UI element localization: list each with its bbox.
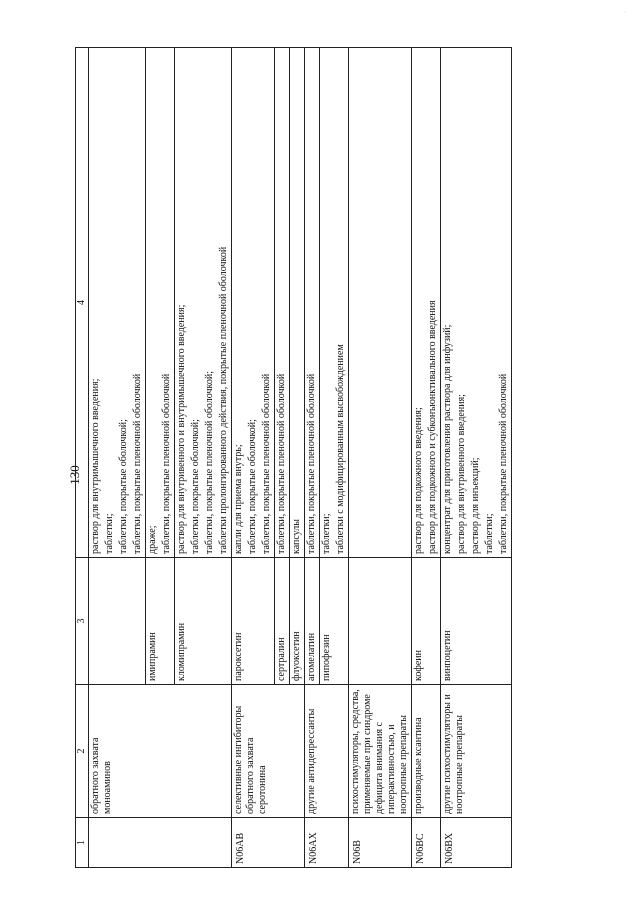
dosage-form-line: таблетки; [321, 513, 332, 554]
dosage-form-line: капли для приема внутрь; [233, 444, 244, 554]
corner-mark: · [624, 10, 626, 16]
dosage-form-line: раствор для внутримышечного введения; [90, 378, 101, 554]
dosage-form-line: таблетки, покрытые пленочной оболочкой [276, 373, 287, 554]
dosage-form-line: таблетки, покрытые оболочкой; [118, 419, 129, 554]
drug-group-cell: другие антидепрессанты [305, 685, 349, 818]
dosage-forms-cell [232, 48, 275, 558]
dosage-form-line: таблетки, покрытые оболочкой; [247, 419, 258, 554]
drug-name-cell: имипрамин [146, 558, 175, 685]
table-header-row [76, 48, 89, 868]
header-col-4: 4 [76, 48, 89, 558]
dosage-form-line: таблетки; [484, 513, 495, 554]
drug-name-cell: пароксетин [232, 558, 275, 685]
table-row [412, 48, 441, 868]
dosage-form-line: таблетки, покрытые пленочной оболочкой; [204, 370, 215, 554]
drug-group-cell: селективные ингибиторы обратного захвата серотонина [232, 685, 305, 818]
drug-name-cell: кофеин [412, 558, 441, 685]
dosage-form-line: раствор для подкожного и субконъюнктивального введения [427, 300, 438, 554]
dosage-form-line: таблетки, покрытые пленочной оболочкой [306, 373, 317, 554]
table-row [441, 48, 512, 868]
dosage-forms-cell [175, 48, 232, 558]
atc-code-cell: N06BX [441, 818, 512, 868]
drug-name-cell: флуоксетин [290, 558, 305, 685]
drug-name-cell [349, 558, 412, 685]
drug-name-cell: пипофезин [320, 558, 349, 685]
drug-group-cell: психостимуляторы, средства, применяемые при синдроме дефицита внимания с гиперактивностью, и ноотропные препараты [349, 685, 412, 818]
dosage-form-line: таблетки, покрытые пленочной оболочкой [161, 373, 172, 554]
atc-code-cell: N06AX [305, 818, 349, 868]
table-row [232, 48, 275, 868]
atc-code-cell [89, 818, 232, 868]
drug-name-cell: сертралин [275, 558, 290, 685]
dosage-forms-cell [89, 48, 146, 558]
dosage-forms-cell [305, 48, 320, 558]
dosage-form-line: таблетки; [104, 513, 115, 554]
drug-group-cell: другие психостимуляторы и ноотропные препараты [441, 685, 512, 818]
dosage-form-line: раствор для внутривенного и внутримышечного введения; [176, 304, 187, 554]
dosage-form-line: раствор для внутривенного введения; [456, 394, 467, 554]
drug-name-cell: винпоцетин [441, 558, 512, 685]
drug-group-cell: производные ксантина [412, 685, 441, 818]
dosage-form-line: раствор для инъекций; [470, 457, 481, 554]
dosage-forms-cell [290, 48, 305, 558]
drug-name-cell: агомелатин [305, 558, 320, 685]
dosage-forms-cell [320, 48, 349, 558]
dosage-forms-cell [441, 48, 512, 558]
dosage-forms-cell [275, 48, 290, 558]
atc-code-cell: N06B [349, 818, 412, 868]
dosage-forms-cell [146, 48, 175, 558]
drug-table-rotated [75, 48, 612, 868]
dosage-forms-cell [412, 48, 441, 558]
dosage-forms-cell [349, 48, 412, 558]
table-body [89, 48, 512, 868]
header-col-3: 3 [76, 558, 89, 685]
drug-group-cell: обратного захвата моноаминов [89, 685, 232, 818]
dosage-form-line: таблетки, покрытые пленочной оболочкой [261, 373, 272, 554]
page-number: 130 [67, 465, 82, 485]
drug-name-cell: кломипрамин [175, 558, 232, 685]
drug-name-cell [89, 558, 146, 685]
table-row [349, 48, 412, 868]
dosage-form-line: драже; [147, 525, 158, 554]
dosage-form-line: капсулы [291, 519, 302, 554]
header-col-2: 2 [76, 685, 89, 818]
table-row [305, 48, 320, 868]
dosage-form-line: концентрат для приготовления раствора для инфузий; [442, 324, 453, 554]
dosage-form-line: таблетки, покрытые оболочкой; [190, 419, 201, 554]
drug-table [75, 47, 512, 868]
table-row [89, 48, 146, 868]
dosage-form-line: таблетки, покрытые пленочной оболочкой [132, 373, 143, 554]
dosage-form-line: таблетки, покрытые пленочной оболочкой [498, 373, 509, 554]
atc-code-cell: N06AB [232, 818, 305, 868]
header-col-1: 1 [76, 818, 89, 868]
dosage-form-line: таблетки с модифицированным высвобождением [335, 344, 346, 554]
atc-code-cell: N06BC [412, 818, 441, 868]
dosage-form-line: таблетки пролонгированного действия, покрытые пленочной оболочкой [218, 246, 229, 554]
dosage-form-line: раствор для подкожного введения; [413, 407, 424, 554]
